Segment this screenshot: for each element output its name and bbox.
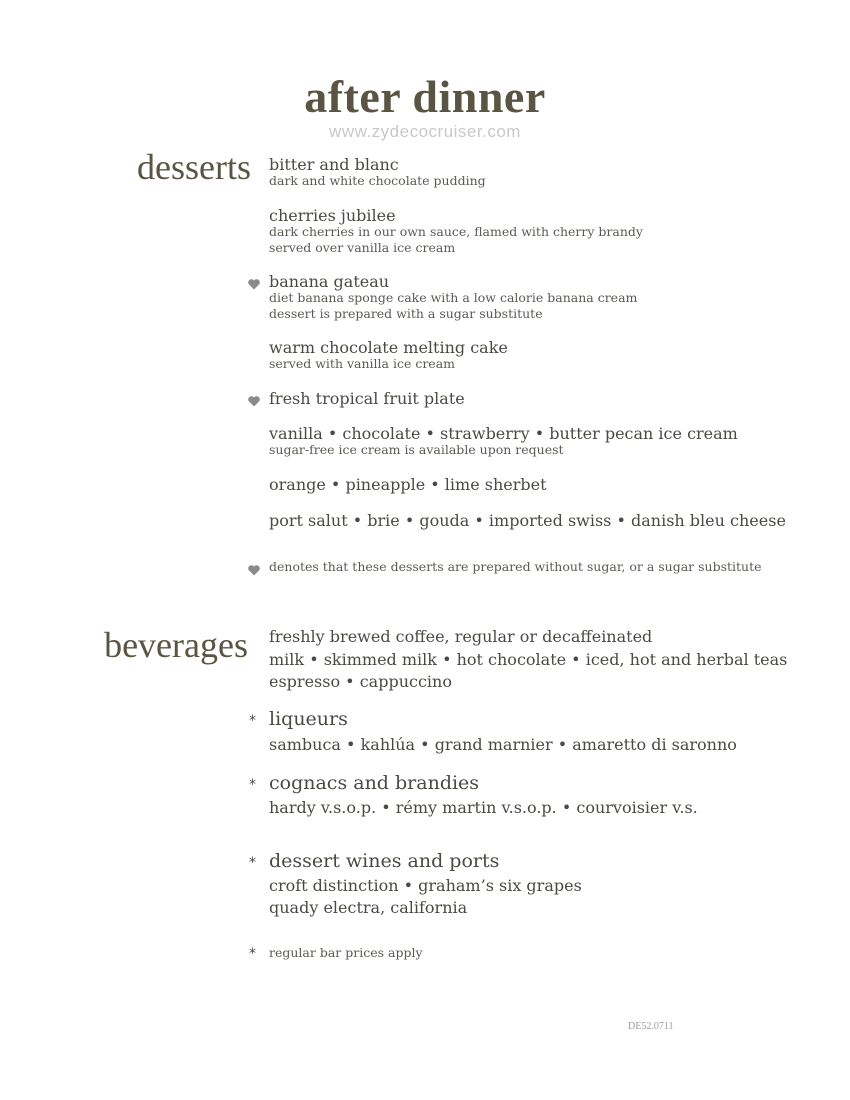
dessert-item-desc: dark cherries in our own sauce, flamed with cherry brandy [269, 224, 643, 239]
dessert-item-name: banana gateau [269, 272, 390, 291]
dessert-item-name: cherries jubilee [269, 206, 396, 225]
dessert-item-name: fresh tropical fruit plate [269, 389, 465, 408]
desserts-section-title: desserts [137, 147, 251, 187]
dessert-item-desc: served with vanilla ice cream [269, 356, 455, 371]
beverage-line: freshly brewed coffee, regular or decaffeinated [269, 627, 653, 646]
page-title: after dinner [304, 71, 546, 122]
asterisk-icon: * [249, 777, 256, 793]
beverage-line: hardy v.s.o.p. • rémy martin v.s.o.p. • courvoisier v.s. [269, 798, 698, 817]
asterisk-icon: * [249, 855, 256, 871]
dessert-item-desc: diet banana sponge cake with a low calorie banana cream [269, 290, 638, 305]
beverage-line: croft distinction • graham’s six grapes [269, 876, 582, 895]
beverage-line: milk • skimmed milk • hot chocolate • iced, hot and herbal teas [269, 650, 788, 669]
dessert-item-desc: dark and white chocolate pudding [269, 173, 486, 188]
dessert-item-desc: served over vanilla ice cream [269, 240, 456, 255]
watermark-url: www.zydecocruiser.com [329, 122, 521, 141]
asterisk-icon: * [249, 946, 256, 962]
beverage-group-title: liqueurs [269, 708, 348, 730]
dessert-item-desc: dessert is prepared with a sugar substitute [269, 306, 543, 321]
heart-icon [247, 394, 261, 408]
dessert-item-name: port salut • brie • gouda • imported swiss • danish bleu cheese [269, 511, 786, 530]
beverage-group-title: dessert wines and ports [269, 850, 500, 872]
heart-icon [247, 277, 261, 291]
beverage-line: sambuca • kahlúa • grand marnier • amaretto di saronno [269, 735, 737, 754]
beverage-line: quady electra, california [269, 898, 468, 917]
beverage-group-title: cognacs and brandies [269, 772, 480, 794]
menu-code: DE52.0711 [628, 1021, 674, 1032]
asterisk-icon: * [249, 713, 256, 729]
bar-prices-note: regular bar prices apply [269, 945, 423, 960]
heart-icon [247, 563, 261, 577]
beverage-line: espresso • cappuccino [269, 672, 452, 691]
dessert-item-name: vanilla • chocolate • strawberry • butter pecan ice cream [269, 424, 738, 443]
dessert-item-name: warm chocolate melting cake [269, 338, 508, 357]
beverages-section-title: beverages [104, 625, 248, 665]
sugar-free-note: denotes that these desserts are prepared without sugar, or a sugar substitute [269, 559, 762, 574]
dessert-item-desc: sugar-free ice cream is available upon request [269, 442, 564, 457]
dessert-item-name: bitter and blanc [269, 155, 399, 174]
dessert-item-name: orange • pineapple • lime sherbet [269, 475, 547, 494]
